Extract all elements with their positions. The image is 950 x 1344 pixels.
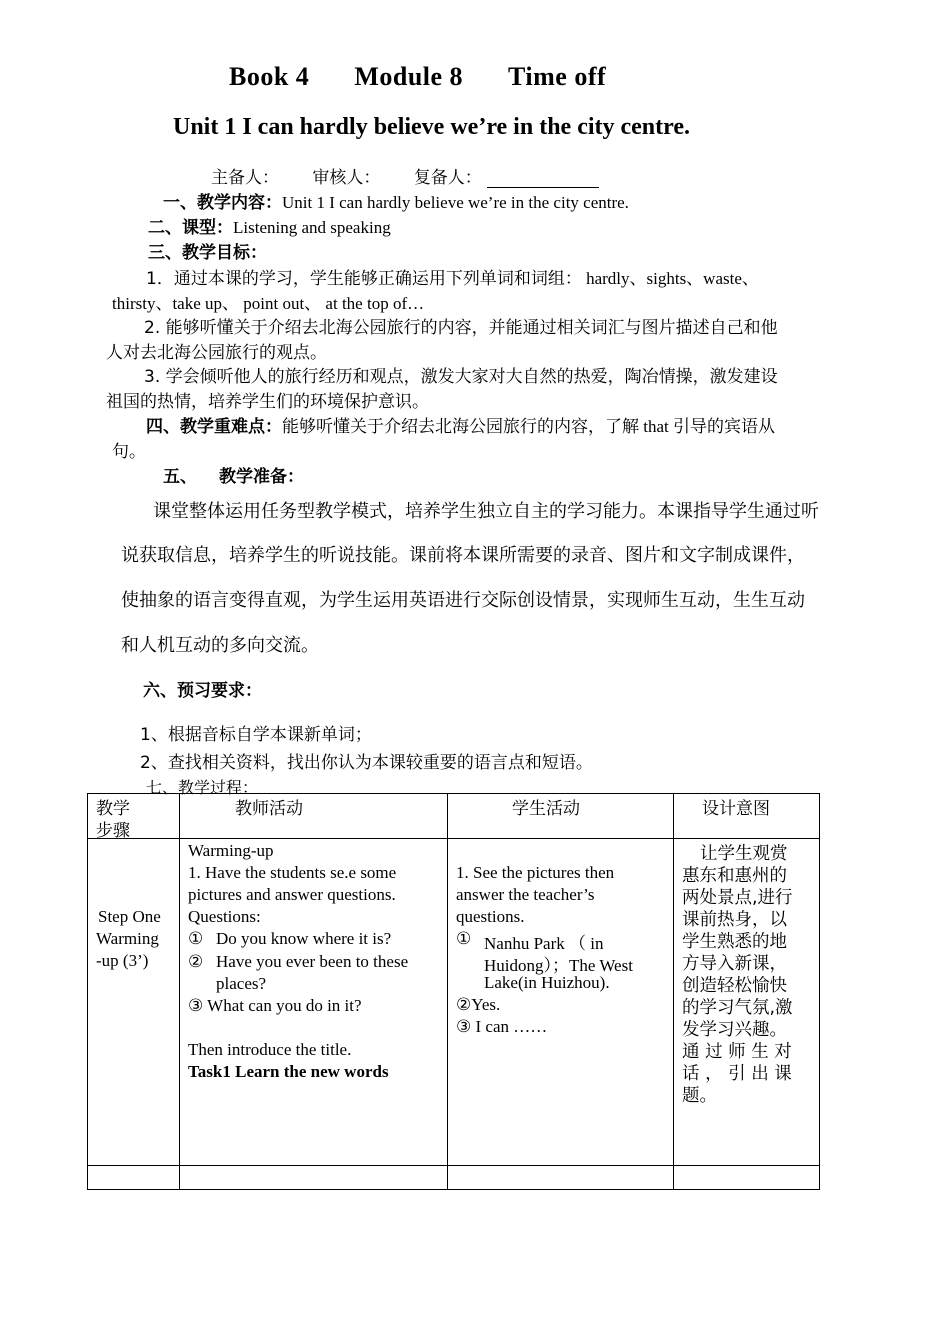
- header-student: 学生活动: [512, 799, 580, 819]
- teacher-line-1a: 1. Have the students se.e some: [188, 863, 397, 882]
- goal-1-cn: 1．通过本课的学习，学生能够正确运用下列单词和词组：: [146, 269, 582, 289]
- teacher-line-1b: pictures and answer questions.: [188, 885, 396, 904]
- section-preparation: [163, 462, 304, 487]
- design-line-8: 的学习气氛,激: [682, 998, 793, 1018]
- section-type: [148, 213, 391, 238]
- design-line-2: 惠东和惠州的: [682, 866, 787, 886]
- header-teacher-cell: [180, 794, 448, 839]
- student-line-3: ②Yes.: [456, 995, 501, 1014]
- header-step-a: 教学: [96, 799, 130, 819]
- prep-para-3: 使抽象的语言变得直观，为学生运用英语进行交际创设情景，实现师生互动，生生互动: [121, 590, 805, 611]
- keypoints-text-b: 引导的宾语从: [673, 417, 775, 437]
- prep-para-2: 说获取信息，培养学生的听说技能。课前将本课所需要的录音、图片和文字制成课件，: [121, 545, 805, 566]
- teacher-q2a: Have you ever been to these: [216, 952, 409, 971]
- design-line-11: 话 ， 引 出 课: [682, 1064, 792, 1084]
- empty-cell: [448, 1166, 674, 1190]
- table-header-row: [88, 794, 820, 839]
- prep-para-4: 和人机互动的多向交流。: [121, 635, 319, 656]
- prep-para-1: 课堂整体运用任务型教学模式，培养学生独立自主的学习能力。本课指导学生通过听: [153, 501, 819, 522]
- design-line-4: 课前热身，以: [682, 910, 787, 930]
- main-preparer-label: 主备人：: [211, 168, 279, 188]
- design-line-12: 题。: [682, 1086, 717, 1106]
- empty-cell: [88, 1166, 180, 1190]
- step-line-2: Warming: [96, 929, 159, 948]
- student-line-4: ③ I can ……: [456, 1017, 548, 1036]
- step-cell: [88, 839, 180, 1166]
- teacher-q2-num: ②: [188, 952, 204, 971]
- re-preparer-label: 复备人：: [413, 168, 482, 188]
- keypoints-text-c: 句。: [112, 442, 146, 462]
- unit-title: Unit 1 I can hardly believe we’re in the city centre.: [173, 114, 691, 140]
- teacher-q1-num: ①: [188, 929, 204, 948]
- design-line-3: 两处景点,进行: [682, 888, 793, 908]
- topic-label: Time off: [508, 62, 607, 91]
- keypoints-that: that: [639, 417, 673, 436]
- reviewer-label: 审核人：: [312, 168, 381, 188]
- student-line-1a: 1. See the pictures then: [456, 863, 615, 882]
- teacher-task-1: Task1 Learn the new words: [188, 1062, 389, 1081]
- teacher-q2b: places?: [216, 974, 267, 993]
- section-content-label: 一、教学内容：: [163, 193, 282, 213]
- header-student-cell: [448, 794, 674, 839]
- goal-2-line-b: 人对去北海公园旅行的观点。: [106, 343, 327, 363]
- empty-cell: [674, 1166, 820, 1190]
- student-s2-num: ①: [456, 929, 472, 948]
- design-line-5: 学生熟悉的地: [682, 932, 787, 952]
- book-title: [229, 62, 606, 92]
- design-line-10: 通 过 师 生 对: [682, 1042, 792, 1062]
- goal-3-line-b: 祖国的热情，培养学生们的环境保护意识。: [106, 392, 429, 412]
- preview-req-2: 2、查找相关资料，找出你认为本课较重要的语言点和短语。: [140, 753, 593, 773]
- keypoints-text-a: 能够听懂关于介绍去北海公园旅行的内容，了解: [282, 417, 639, 437]
- section-content-text: Unit 1 I can hardly believe we’re in the city centre.: [282, 193, 629, 212]
- teacher-q1: Do you know where it is?: [216, 929, 392, 948]
- section-keypoints: [146, 412, 775, 437]
- table-row: [88, 839, 820, 1166]
- header-design-cell: [674, 794, 820, 839]
- student-line-2a: Nanhu Park （ in: [484, 934, 604, 953]
- section-preparation-label: 教学准备：: [219, 467, 304, 487]
- section-keypoints-label: 四、教学重难点：: [146, 417, 282, 437]
- preparers-line: [211, 163, 599, 188]
- teacher-questions-label: Questions:: [188, 907, 261, 926]
- header-step-cell: [88, 794, 180, 839]
- design-intent-cell: [674, 839, 820, 1166]
- teaching-process-table: [87, 793, 820, 1190]
- header-design: 设计意图: [702, 799, 770, 819]
- student-activity-cell: [448, 839, 674, 1166]
- section-process: 七、教学过程：: [146, 778, 259, 797]
- teacher-q3: ③ What can you do in it?: [188, 996, 362, 1015]
- design-line-9: 发学习兴趣。: [682, 1020, 787, 1040]
- empty-cell: [180, 1166, 448, 1190]
- section-goals-label: 三、教学目标：: [148, 243, 267, 263]
- preview-req-1: 1、根据音标自学本课新单词；: [140, 725, 372, 745]
- design-line-6: 方导入新课，: [682, 954, 787, 974]
- section-preparation-num: 五、: [163, 467, 197, 487]
- teacher-intro: Then introduce the title.: [188, 1040, 352, 1059]
- book-label: Book 4: [229, 62, 310, 91]
- goal-1-line-b: thirsty、take up、 point out、 at the top of…: [112, 294, 425, 313]
- goal-1-line-a: [146, 264, 759, 289]
- student-line-1c: questions.: [456, 907, 525, 926]
- design-line-1: 让学生观赏: [700, 844, 788, 864]
- section-content: [163, 188, 629, 213]
- re-preparer-blank: [487, 173, 599, 188]
- section-type-text: Listening and speaking: [233, 218, 391, 237]
- design-line-7: 创造轻松愉快: [682, 976, 787, 996]
- goal-2-line-a: 2. 能够听懂关于介绍去北海公园旅行的内容，并能通过相关词汇与图片描述自己和他: [144, 318, 778, 338]
- module-label: Module 8: [354, 62, 464, 91]
- teacher-heading: Warming-up: [188, 841, 274, 860]
- student-line-2b: Huidong）；The West: [484, 956, 633, 975]
- student-line-2c: Lake(in Huizhou).: [484, 973, 610, 992]
- goal-3-line-a: 3. 学会倾听他人的旅行经历和观点，激发大家对大自然的热爱，陶冶情操，激发建设: [144, 367, 778, 387]
- table-row: [88, 1166, 820, 1190]
- section-preview: 六、预习要求：: [143, 681, 262, 701]
- section-type-label: 二、课型：: [148, 218, 233, 238]
- student-line-1b: answer the teacher’s: [456, 885, 595, 904]
- step-line-1: Step One: [98, 907, 161, 926]
- header-teacher: 教师活动: [235, 799, 303, 819]
- teacher-activity-cell: [180, 839, 448, 1166]
- step-line-3: -up (3’): [96, 951, 149, 970]
- goal-1-words: hardly、sights、waste、: [581, 269, 759, 288]
- header-step-b: 步骤: [96, 821, 130, 841]
